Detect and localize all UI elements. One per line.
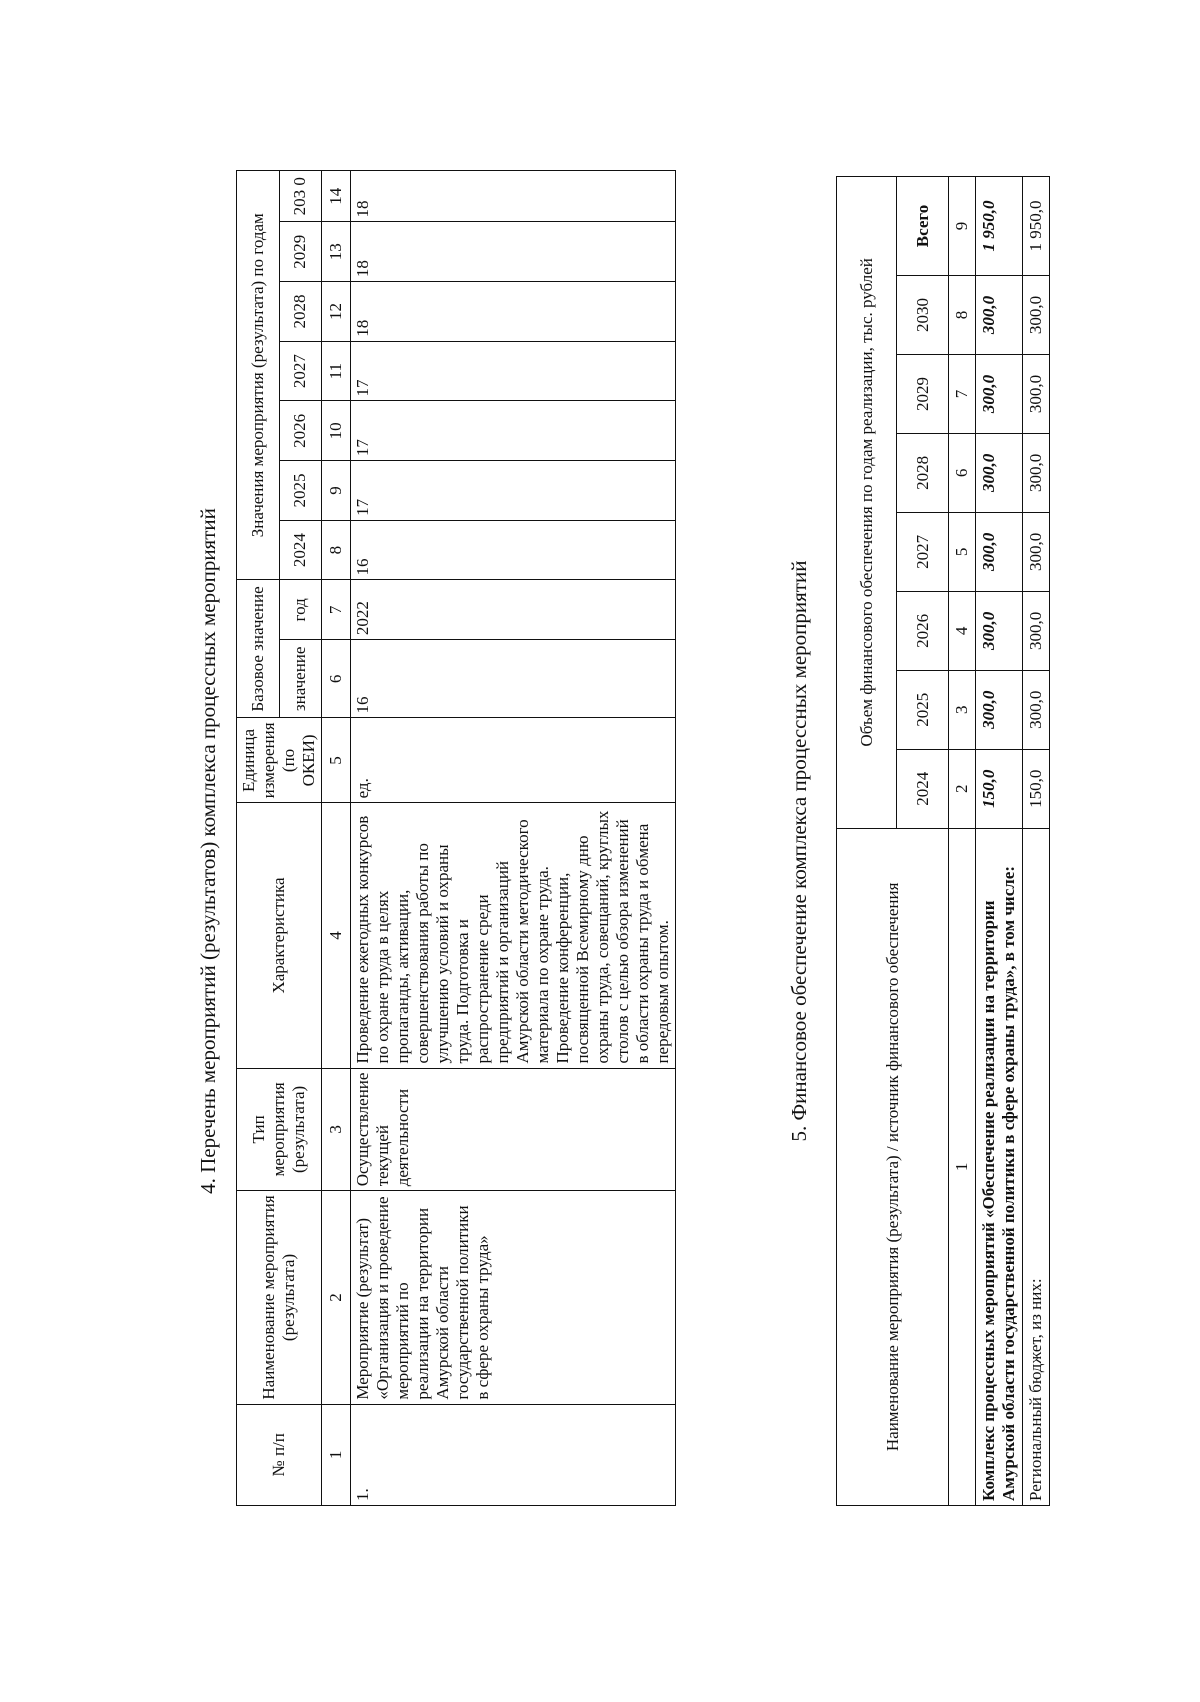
row-value: 300,0 <box>1023 512 1050 591</box>
row-year-value: 18 <box>351 222 676 282</box>
row-unit: ед. <box>351 718 676 803</box>
row-value: 300,0 <box>1023 276 1050 355</box>
col-header-year: 2028 <box>279 282 322 342</box>
col-header-year: 2025 <box>279 461 322 521</box>
col-header-base: Базовое значение <box>237 580 280 718</box>
row-name: Региональный бюджет, из них: <box>1023 828 1050 1505</box>
col-header-base-year: год <box>279 580 322 640</box>
row-name: Мероприятие (результат) «Организация и проведение мероприятий по реализации на территории Амурской области государственной политики в сфере охраны труда» <box>351 1191 676 1404</box>
column-number: 5 <box>322 718 351 803</box>
col-header-values-by-year: Значения мероприятия (результата) по годам <box>237 171 280 580</box>
col-header-total: Всего <box>897 177 949 276</box>
column-number: 1 <box>322 1404 351 1505</box>
col-header-year: 2025 <box>897 670 949 749</box>
row-num: 1. <box>351 1404 676 1505</box>
measures-table <box>236 170 676 1506</box>
column-number: 14 <box>322 171 351 222</box>
column-number: 12 <box>322 282 351 342</box>
table-row <box>351 171 676 1506</box>
column-number: 2 <box>949 749 976 828</box>
row-type: Осуществление текущей деятельности <box>351 1068 676 1191</box>
column-number: 1 <box>949 828 976 1505</box>
col-header-characteristic: Характеристика <box>237 803 322 1068</box>
col-header-type: Тип мероприятия (результата) <box>237 1068 322 1191</box>
column-number: 3 <box>322 1068 351 1191</box>
column-number: 6 <box>322 640 351 718</box>
column-number-row <box>322 171 351 1506</box>
row-year-value: 17 <box>351 461 676 521</box>
row-value: 300,0 <box>976 354 1023 433</box>
section-5-title: 5. Финансовое обеспечение комплекса процессных мероприятий <box>787 560 811 1142</box>
row-value: 300,0 <box>1023 433 1050 512</box>
row-year-value: 18 <box>351 171 676 222</box>
row-base-value: 16 <box>351 640 676 718</box>
column-number: 3 <box>949 670 976 749</box>
row-value: 300,0 <box>976 512 1023 591</box>
row-year-value: 18 <box>351 282 676 342</box>
column-number: 11 <box>322 341 351 401</box>
col-header-name: Наименование мероприятия (результата) / источник финансового обеспечения <box>837 828 949 1505</box>
column-number: 2 <box>322 1191 351 1404</box>
column-number: 10 <box>322 401 351 461</box>
row-name: Комплекс процессных мероприятий «Обеспечение реализации на территории Амурской области государственной политики в сфере охраны труда», в том числе: <box>976 828 1023 1505</box>
column-number: 9 <box>322 461 351 521</box>
column-number: 8 <box>322 520 351 580</box>
col-header-num: № п/п <box>237 1404 322 1505</box>
row-value: 300,0 <box>976 670 1023 749</box>
col-header-year: 2024 <box>897 749 949 828</box>
header-row <box>237 171 280 1506</box>
row-year-value: 17 <box>351 341 676 401</box>
column-number: 7 <box>322 580 351 640</box>
col-header-year: 2030 <box>897 276 949 355</box>
column-number: 8 <box>949 276 976 355</box>
row-value: 300,0 <box>976 276 1023 355</box>
row-value: 300,0 <box>976 591 1023 670</box>
column-number: 4 <box>322 803 351 1068</box>
row-total: 1 950,0 <box>976 177 1023 276</box>
row-value: 300,0 <box>1023 670 1050 749</box>
row-year-value: 16 <box>351 520 676 580</box>
col-header-name: Наименование мероприятия (результата) <box>237 1191 322 1404</box>
row-value: 300,0 <box>1023 354 1050 433</box>
column-number: 13 <box>322 222 351 282</box>
col-header-year: 2027 <box>279 341 322 401</box>
col-header-year: 2027 <box>897 512 949 591</box>
col-header-volume: Объем финансового обеспечения по годам реализации, тыс. рублей <box>837 177 897 829</box>
table-row <box>1023 177 1050 1506</box>
col-header-year: 2024 <box>279 520 322 580</box>
col-header-year: 2029 <box>279 222 322 282</box>
section-4-title: 4. Перечень мероприятий (результатов) комплекса процессных мероприятий <box>196 508 220 1194</box>
column-number: 6 <box>949 433 976 512</box>
column-number: 9 <box>949 177 976 276</box>
row-value: 300,0 <box>976 433 1023 512</box>
row-base-year: 2022 <box>351 580 676 640</box>
financing-table <box>836 176 1050 1506</box>
header-row <box>837 177 897 1506</box>
col-header-base-value: значение <box>279 640 322 718</box>
row-value: 300,0 <box>1023 591 1050 670</box>
row-value: 150,0 <box>1023 749 1050 828</box>
col-header-year: 2026 <box>897 591 949 670</box>
col-header-unit: Единица измерения (по ОКЕИ) <box>237 718 322 803</box>
column-number-row <box>949 177 976 1506</box>
col-header-year: 2029 <box>897 354 949 433</box>
column-number: 7 <box>949 354 976 433</box>
col-header-year: 2026 <box>279 401 322 461</box>
row-year-value: 17 <box>351 401 676 461</box>
row-total: 1 950,0 <box>1023 177 1050 276</box>
row-characteristic: Проведение ежегодных конкурсов по охране труда в целях пропаганды, активации, совершенствования работы по улучшению условий и охраны труда. Подготовка и распространение среди предприятий и организаций Амурской области методического материала по охране труда. Проведение конференции, посвященной Всемирному дню охраны труда, совещаний, круглых столов с целью обзора изменений в области охраны труда и обмена передовым опытом. <box>351 803 676 1068</box>
table-row <box>976 177 1023 1506</box>
col-header-year: 2028 <box>897 433 949 512</box>
row-value: 150,0 <box>976 749 1023 828</box>
column-number: 4 <box>949 591 976 670</box>
column-number: 5 <box>949 512 976 591</box>
col-header-year: 203 0 <box>279 171 322 222</box>
